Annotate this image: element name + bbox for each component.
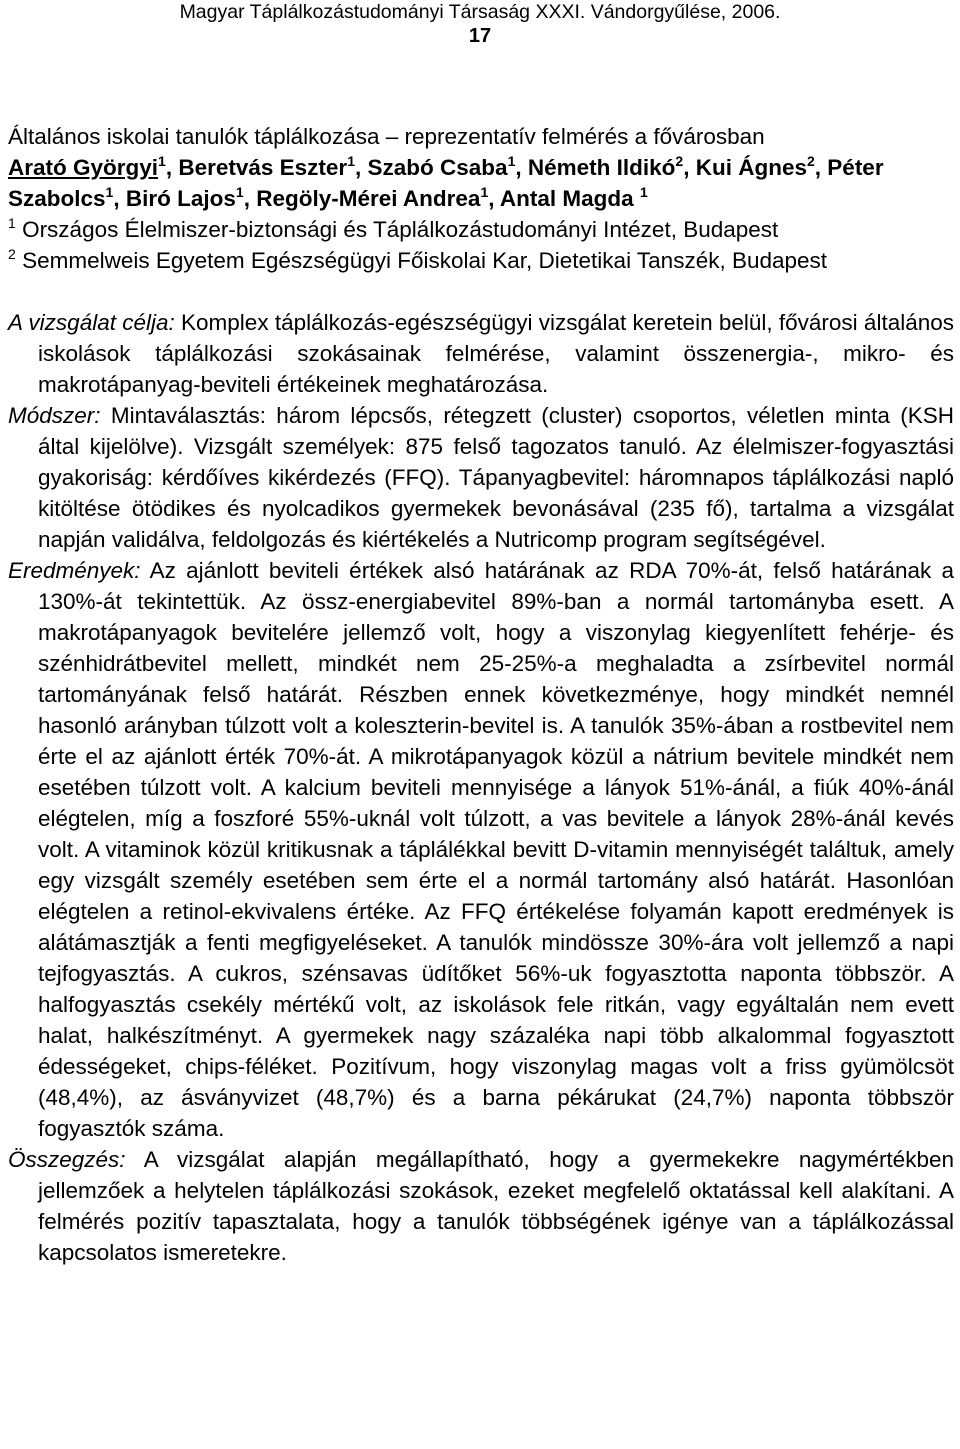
affiliation-marker: 1	[105, 183, 114, 200]
section-text: A vizsgálat alapján megállapítható, hogy a gyermekekre nagymértékben jellemzőek a helytelen táplálkozási szokások, ezeket megfelelő oktatással kell alakítani. A felmérés pozitív tapasztalata, hogy a tanulók többségének igénye van a táplálkozással kapcsolatos ismeretekre.	[38, 1147, 954, 1265]
affiliation-1	[8, 214, 954, 245]
running-header: Magyar Táplálkozástudományi Társaság XXXI. Vándorgyűlése, 2006.	[179, 1, 781, 23]
section-aim	[8, 307, 954, 400]
affiliation-text: Semmelweis Egyetem Egészségügyi Főiskolai Kar, Dietetikai Tanszék, Budapest	[22, 248, 828, 273]
section-summary	[8, 1144, 954, 1268]
section-label: Módszer:	[8, 403, 101, 428]
author-name: Péter Szabolcs	[8, 155, 884, 211]
author-list: Arató Györgyi$^1$, Beretvás Eszter$^1$, Szabó Csaba$^1$, Németh Ildikó$^2$, Kui Ágnes$^2$, Péter Szabolcs$^1$, Biró Lajos$^1$, Regöly-Mérei Andrea$^1$, Antal Magda $^1$	[8, 152, 884, 211]
author-name: Németh Ildikó	[527, 155, 676, 180]
section-label: A vizsgálat célja:	[8, 310, 175, 335]
section-text: Mintaválasztás: három lépcsős, rétegzett (cluster) csoportos, véletlen minta (KSH által kijelölve). Vizsgált személyek: 875 felső tagozatos tanuló. Az élelmiszer-fogyasztási gyakoriság: kérdőíves kikérdezés (FFQ). Tápanyagbevitel: háromnapos táplálkozási napló kitöltése ötödikes és nyolcadikos gyermekek bevonásával (235 fő), tartalma a vizsgálat napján validálva, feldolgozás és kiértékelés a Nutricomp program segítségével.	[38, 403, 954, 552]
author-name: Biró Lajos	[125, 186, 236, 211]
section-results	[8, 555, 954, 1144]
section-text: Komplex táplálkozás-egészségügyi vizsgálat keretein belül, fővárosi általános iskolások táplálkozási szokásainak felmérése, valamint összenergia-, mikro- és makrotápanyag-beviteli értékeinek meghatározása.	[38, 310, 954, 397]
section-label: Eredmények:	[8, 558, 141, 583]
affiliation-marker: 2	[675, 152, 684, 169]
affiliation-marker: 1	[480, 183, 489, 200]
author-name: Arató Györgyi	[8, 155, 159, 180]
affiliation-marker: 2	[806, 152, 815, 169]
blank-line	[8, 276, 954, 307]
affiliation-number: 1	[8, 214, 16, 231]
page-number: 17	[468, 25, 492, 47]
author-name: Szabó Csaba	[367, 155, 508, 180]
affiliation-marker: 1	[507, 152, 516, 169]
author-name: Antal Magda	[499, 186, 634, 211]
section-method	[8, 400, 954, 555]
section-label: Összegzés:	[8, 1147, 126, 1172]
affiliation-number: 2	[8, 245, 16, 262]
affiliation-marker: 1	[158, 152, 166, 169]
affiliation-marker: 1	[235, 183, 244, 200]
affiliation-2	[8, 245, 954, 276]
section-text: Az ajánlott beviteli értékek alsó határának az RDA 70%-át, felső határának a 130%-át tekintettük. Az össz-energiabevitel 89%-ban a normál tartományba esett. A makrotápanyagok bevitelére jellemző volt, hogy a viszonylag kiegyenlített fehérje- és szénhidrátbevitel mellett, mindkét nem 25-25%-a meghaladta a zsírbevitel normál tartományának felső határát. Részben ennek következménye, hogy mindkét nemnél hasonló arányban túlzott volt a koleszterin-bevitel is. A tanulók 35%-ában a rostbevitel nem érte el az ajánlott érték 70%-át. A mikrotápanyagok közül a nátrium bevitele mindkét nem esetében túlzott volt. A kalcium beviteli mennyisége a lányok 51%-ánál, a fiúk 40%-ánál elégtelen, míg a foszforé 55%-uknál volt túlzott, a vas bevitele a lányok 28%-ánál kevés volt. A vitaminok közül kritikusnak a táplálékkal bevitt D-vitamin mennyiségét találtuk, amely egy vizsgált személy esetében sem érte el a normál tartomány alsó határát. Hasonlóan elégtelen a retinol-ekvivalens értéke. Az FFQ értékelése folyamán kapott eredmények is alátámasztják a fenti megfigyeléseket. A tanulók mindössze 30%-ára volt jellemző a napi tejfogyasztás. A cukros, szénsavas üdítőket 56%-uk fogyasztotta naponta többször. A halfogyasztás csekély mértékű volt, az iskolások fele ritkán, vagy egyáltalán nem evett halat, halkészítményt. A gyermekek nagy százaléka napi több alkalommal fogyasztott édességeket, chips-féléket. Pozitívum, hogy viszonylag magas volt a friss gyümölcsöt (48,4%), az ásványvizet (48,7%) és a barna pékárukat (24,7%) naponta többször fogyasztók száma.	[38, 558, 954, 1141]
author-name: Regöly-Mérei Andrea	[256, 186, 481, 211]
affiliation-marker: 1	[639, 183, 648, 200]
affiliation-marker: 1	[347, 152, 355, 169]
author-name: Beretvás Eszter	[178, 155, 348, 180]
abstract-title: Általános iskolai tanulók táplálkozása – reprezentatív felmérés a fővárosban	[8, 124, 765, 149]
author-name: Kui Ágnes	[695, 155, 807, 180]
affiliation-text: Országos Élelmiszer-biztonsági és Táplálkozástudományi Intézet, Budapest	[22, 217, 779, 242]
abstract	[8, 121, 954, 1268]
